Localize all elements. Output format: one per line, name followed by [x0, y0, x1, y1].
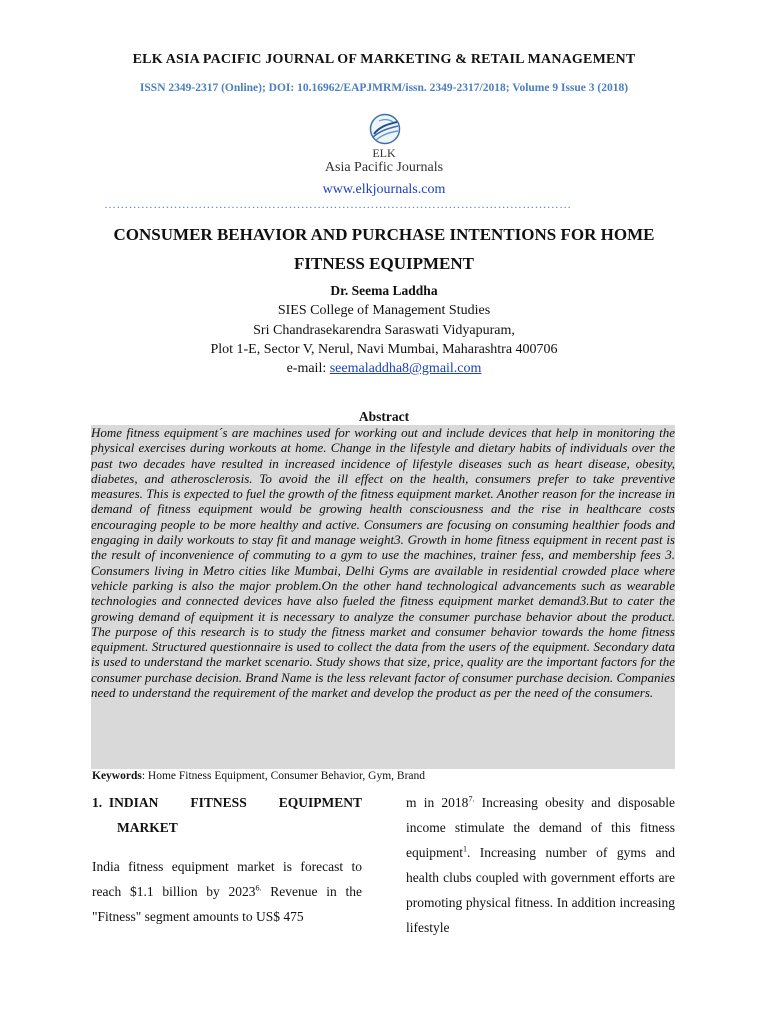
section-number: 1. [92, 795, 103, 810]
keywords-line [92, 770, 692, 782]
section-heading-word-1: INDIAN [108, 795, 159, 810]
left-text-a: India fitness equipment market is forecast to reach $1.1 billion by 2023 [92, 859, 362, 899]
keywords-label: Keywords [92, 770, 142, 782]
paper-title-line-1: CONSUMER BEHAVIOR AND PURCHASE INTENTIONS FOR HOME [113, 225, 655, 244]
section-heading-word-3: EQUIPMENT [278, 795, 362, 810]
email-label: e-mail: [286, 361, 330, 376]
author-email [0, 361, 768, 377]
left-column [92, 790, 362, 929]
website-link[interactable]: www.elkjournals.com [322, 182, 446, 197]
affiliation-line-2: Sri Chandrasekarendra Saraswati Vidyapuram, [253, 323, 515, 338]
right-sup-a: 7. [468, 794, 475, 804]
affiliation-line-3: Plot 1-E, Sector V, Nerul, Navi Mumbai, Maharashtra 400706 [210, 342, 558, 357]
right-text-c: . Increasing number of gyms and health clubs coupled with government efforts are promoting physical fitness. In addition increasing lifestyle [406, 845, 675, 935]
email-link[interactable]: seemaladdha8@gmail.com [329, 361, 482, 376]
abstract-box [91, 425, 675, 769]
logo-text-elk: ELK [372, 146, 396, 160]
paper-title-line-2: FITNESS EQUIPMENT [294, 254, 474, 273]
right-text-b: Increasing obesity and disposable income stimulate the demand of this fitness equipment [406, 795, 675, 860]
dotted-divider: …………………………………………………………………………………………………… [104, 200, 572, 208]
section-paragraph-left [92, 854, 362, 929]
logo-text-asia-pacific: Asia Pacific Journals [324, 160, 444, 175]
abstract-heading: Abstract [358, 409, 410, 424]
right-column [406, 790, 675, 940]
issn-line: ISSN 2349-2317 (Online); DOI: 10.16962/EAPJMRM/issn. 2349-2317/2018; Volume 9 Issue 3 (2018) [139, 82, 629, 94]
section-heading [92, 790, 362, 815]
right-sup-b: 1 [463, 844, 467, 854]
section-heading-word-2: FITNESS [190, 795, 247, 810]
section-paragraph-right [406, 790, 675, 940]
journal-title: ELK ASIA PACIFIC JOURNAL OF MARKETING & RETAIL MANAGEMENT [132, 52, 636, 67]
abstract-text: Home fitness equipment´s are machines used for working out and include devices that help in monitoring the physical exercises during workouts at home. Change in the lifestyle and dietary habits of individuals over the past two decades have resulted in increased incidence of lifestyle diseases such as heart disease, obesity, diabetes, and atherosclerosis. To avoid the ill effect on the health, consumers prefer to take preventive measures. This is expected to fuel the growth of the fitness equipment market. Another reason for the increase in demand of fitness equipment would be growing health consciousness and the rise in healthcare costs encouraging people to be more healthy and active. Consumers are focusing on consuming healthier foods and engaging in daily workouts to stay fit and manage weight3. Growth in home fitness equipment in recent past is the result of inconvenience of commuting to a gym to use the machines, trainer fess, and membership fees 3. Consumers living in Metro cities like Mumbai, Delhi Gyms are available in residential crowded place where vehicle parking is also the major problem.On the other hand technological advancements such as wearable technologies and connected devices have also fueled the fitness equipment market demand3.But to cater the growing demand of equipment it is necessary to analyze the consumer purchase behavior about the product. The purpose of this research is to study the fitness market and consumer behavior towards the home fitness equipment. Structured questionnaire is used to collect the data from the users of the equipment. Secondary data is used to understand the market scenario. Study shows that size, price, quality are the important factors for the consumer purchase decision. Brand Name is the less relevant factor of consumer purchase decision. Companies need to understand the requirement of the market and develop the product as per the need of the consumers. [91, 425, 675, 701]
elk-globe-logo-icon [369, 113, 401, 145]
right-text-a: m in 2018 [406, 795, 469, 810]
author-name: Dr. Seema Laddha [330, 283, 438, 298]
left-text-b: Revenue in the "Fitness" segment amounts to US$ 475 [92, 884, 362, 924]
section-heading-word-4: MARKET [117, 820, 178, 835]
affiliation-line-1: SIES College of Management Studies [277, 303, 491, 318]
left-sup-a: 6. [255, 883, 262, 893]
keywords-value: : Home Fitness Equipment, Consumer Behavior, Gym, Brand [141, 770, 426, 782]
